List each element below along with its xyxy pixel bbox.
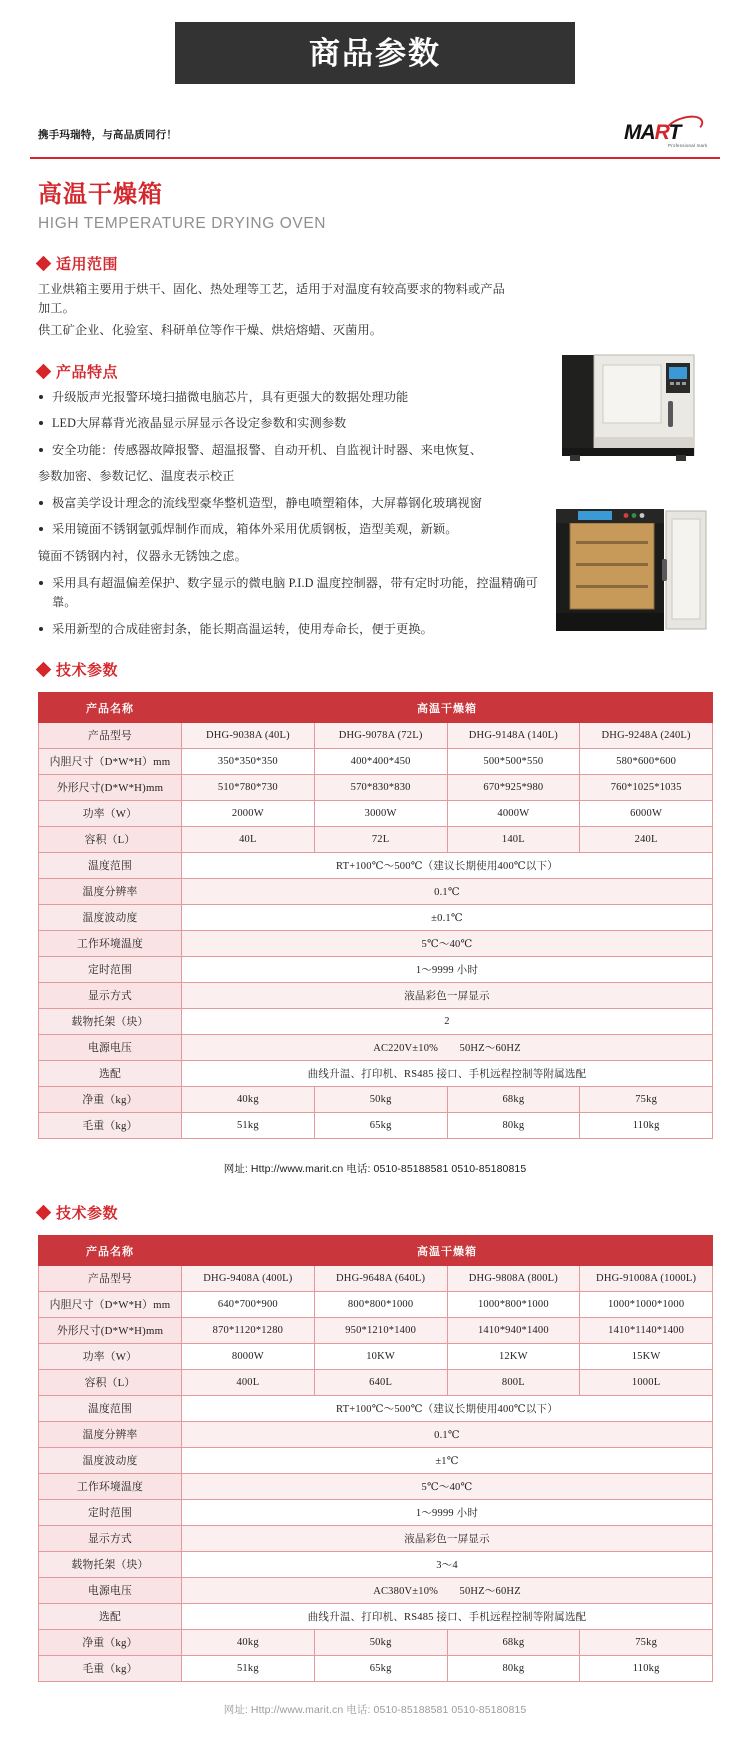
spec-table-2 [38, 1235, 713, 1682]
row-cell: 50kg [314, 1630, 447, 1656]
table-row [39, 1035, 713, 1061]
row-span-value: RT+100℃～500℃（建议长期使用400℃以下） [182, 853, 713, 879]
row-cell: 570*830*830 [314, 775, 447, 801]
row-cell: DHG-9248A (240L) [580, 723, 713, 749]
banner-box [175, 22, 575, 84]
row-span-value: RT+100℃～500℃（建议长期使用400℃以下） [182, 1396, 713, 1422]
oven-illustration-2 [548, 501, 720, 641]
table-header-row [39, 693, 713, 723]
row-cell: 350*350*350 [182, 749, 315, 775]
row-label: 电源电压 [39, 1578, 182, 1604]
table-row [39, 1318, 713, 1344]
row-cell: 580*600*600 [580, 749, 713, 775]
row-span-value: 2 [182, 1009, 713, 1035]
row-label: 功率（W） [39, 801, 182, 827]
row-cell: 800L [447, 1370, 580, 1396]
table-header-value: 高温干燥箱 [182, 1236, 713, 1266]
row-label: 工作环境温度 [39, 931, 182, 957]
row-cell: 15KW [580, 1344, 713, 1370]
row-cell: 1410*1140*1400 [580, 1318, 713, 1344]
row-cell: 10KW [314, 1344, 447, 1370]
row-label: 容积（L） [39, 827, 182, 853]
row-cell: DHG-9148A (140L) [447, 723, 580, 749]
row-label: 功率（W） [39, 1344, 182, 1370]
row-cell: DHG-9408A (400L) [182, 1266, 315, 1292]
product-photo-closed-door [548, 349, 720, 467]
row-cell: 50kg [314, 1087, 447, 1113]
logo-text-r: R [654, 121, 669, 144]
row-cell: 51kg [182, 1113, 315, 1139]
row-cell: 110kg [580, 1113, 713, 1139]
page-banner [0, 0, 750, 84]
row-label: 定时范围 [39, 957, 182, 983]
feature-item: 采用新型的合成硅密封条，能长期高温运转，使用寿命长，便于更换。 [38, 620, 538, 640]
row-label: 容积（L） [39, 1370, 182, 1396]
row-cell: DHG-91008A (1000L) [580, 1266, 713, 1292]
table-row [39, 1500, 713, 1526]
row-label: 温度波动度 [39, 1448, 182, 1474]
row-span-value: 0.1℃ [182, 879, 713, 905]
table-row [39, 1292, 713, 1318]
row-cell: 80kg [447, 1656, 580, 1682]
table-row [39, 1370, 713, 1396]
row-span-value: 0.1℃ [182, 1422, 713, 1448]
row-cell: DHG-9078A (72L) [314, 723, 447, 749]
header-divider [30, 157, 720, 159]
table-row [39, 1396, 713, 1422]
table-row [39, 1087, 713, 1113]
row-label: 净重（kg） [39, 1630, 182, 1656]
feature-item: 升级版声光报警环境扫描微电脑芯片，具有更强大的数据处理功能 [38, 388, 538, 408]
row-label: 温度分辨率 [39, 879, 182, 905]
row-cell: 240L [580, 827, 713, 853]
table-row [39, 1474, 713, 1500]
feature-list [38, 388, 538, 639]
row-label: 净重（kg） [39, 1087, 182, 1113]
tech-heading-1-label: 技术参数 [56, 662, 119, 680]
table-row [39, 905, 713, 931]
feature-item: 参数加密、参数记忆、温度表示校正 [38, 469, 235, 484]
row-cell: 400L [182, 1370, 315, 1396]
row-cell: 65kg [314, 1113, 447, 1139]
row-cell: DHG-9648A (640L) [314, 1266, 447, 1292]
row-cell: 110kg [580, 1656, 713, 1682]
feature-item: 极富美学设计理念的流线型豪华整机造型，静电喷塑箱体，大屏幕钢化玻璃视窗 [38, 494, 538, 514]
scope-heading-label: 适用范围 [56, 255, 119, 273]
diamond-bullet-icon [36, 662, 52, 678]
table-row [39, 1656, 713, 1682]
diamond-bullet-icon [36, 364, 52, 380]
row-cell: 500*500*550 [447, 749, 580, 775]
table-row [39, 1552, 713, 1578]
table-row [39, 1604, 713, 1630]
row-cell: 140L [447, 827, 580, 853]
scope-paragraph-1: 工业烘箱主要用于烘干、固化、热处理等工艺，适用于对温度有较高要求的物料或产品加工。 [38, 281, 505, 316]
table-row [39, 749, 713, 775]
row-cell: 1410*940*1400 [447, 1318, 580, 1344]
section-heading-scope [38, 253, 712, 274]
table-row [39, 957, 713, 983]
row-span-value: 曲线升温、打印机、RS485 接口、手机远程控制等附属选配 [182, 1604, 713, 1630]
row-cell: 640L [314, 1370, 447, 1396]
row-label: 温度分辨率 [39, 1422, 182, 1448]
row-label: 内胆尺寸（D*W*H）mm [39, 749, 182, 775]
feature-item: LED大屏幕背光液晶显示屏显示各设定参数和实测参数 [38, 414, 538, 434]
row-cell: DHG-9038A (40L) [182, 723, 315, 749]
row-label: 产品型号 [39, 1266, 182, 1292]
row-span-value: 5℃～40℃ [182, 931, 713, 957]
row-label: 内胆尺寸（D*W*H）mm [39, 1292, 182, 1318]
row-cell: 68kg [447, 1630, 580, 1656]
row-cell: 6000W [580, 801, 713, 827]
table-row [39, 983, 713, 1009]
slogan-bar [0, 119, 750, 157]
table-header-value: 高温干燥箱 [182, 693, 713, 723]
scope-paragraph-2: 供工矿企业、化验室、科研单位等作干燥、烘焙熔蜡、灭菌用。 [38, 323, 383, 338]
main-content [0, 181, 750, 1739]
row-span-value: AC220V±10% 50HZ～60HZ [182, 1035, 713, 1061]
row-cell: 40kg [182, 1630, 315, 1656]
row-span-value: ±1℃ [182, 1448, 713, 1474]
oven-illustration-1 [548, 349, 720, 467]
row-cell: 1000L [580, 1370, 713, 1396]
table-row [39, 1061, 713, 1087]
table-row [39, 1422, 713, 1448]
row-span-value: 1～9999 小时 [182, 1500, 713, 1526]
contact-line-2: 网址: Http://www.marit.cn 电话: 0510-85188581 0510-85180815 [223, 1704, 527, 1717]
table-row [39, 1526, 713, 1552]
product-photo-open-door [548, 501, 720, 641]
marit-logo [624, 119, 720, 153]
row-cell: 72L [314, 827, 447, 853]
row-span-value: 液晶彩色一屏显示 [182, 1526, 713, 1552]
row-cell: 40L [182, 827, 315, 853]
table-row [39, 723, 713, 749]
feature-item: 采用具有超温偏差保护、数字显示的微电脑 P.I.D 温度控制器，带有定时功能，控温精确可靠。 [38, 574, 538, 613]
row-cell: 12KW [447, 1344, 580, 1370]
row-label: 产品型号 [39, 723, 182, 749]
row-span-value: AC380V±10% 50HZ～60HZ [182, 1578, 713, 1604]
table-header-label: 产品名称 [39, 693, 182, 723]
row-cell: 4000W [447, 801, 580, 827]
table-row [39, 1009, 713, 1035]
row-span-value: 5℃～40℃ [182, 1474, 713, 1500]
row-label: 工作环境温度 [39, 1474, 182, 1500]
row-cell: 400*400*450 [314, 749, 447, 775]
banner-title: 商品参数 [309, 35, 441, 71]
logo-text-ma: MA [624, 121, 655, 144]
tech-heading-2-label: 技术参数 [56, 1205, 119, 1223]
row-cell: 870*1120*1280 [182, 1318, 315, 1344]
row-label: 载物托架（块） [39, 1009, 182, 1035]
row-cell: 950*1210*1400 [314, 1318, 447, 1344]
table-row [39, 1630, 713, 1656]
feature-item: 采用镜面不锈钢氩弧焊制作而成，箱体外采用优质钢板，造型美观，新颖。 [38, 520, 538, 540]
spec-table-1-wrapper [38, 692, 712, 1139]
logo-text-t: T [668, 121, 681, 144]
row-span-value: ±0.1℃ [182, 905, 713, 931]
row-label: 毛重（kg） [39, 1113, 182, 1139]
table-row [39, 879, 713, 905]
spec-table-1 [38, 692, 713, 1139]
row-label: 选配 [39, 1061, 182, 1087]
row-cell: DHG-9808A (800L) [447, 1266, 580, 1292]
row-label: 电源电压 [39, 1035, 182, 1061]
row-cell: 75kg [580, 1087, 713, 1113]
row-cell: 2000W [182, 801, 315, 827]
table-row [39, 931, 713, 957]
table-row [39, 1344, 713, 1370]
diamond-bullet-icon [36, 1205, 52, 1221]
row-cell: 68kg [447, 1087, 580, 1113]
logo-subtext: Professional mark [668, 143, 708, 148]
row-span-value: 3～4 [182, 1552, 713, 1578]
table-header-label: 产品名称 [39, 1236, 182, 1266]
row-cell: 760*1025*1035 [580, 775, 713, 801]
row-cell: 8000W [182, 1344, 315, 1370]
row-label: 显示方式 [39, 983, 182, 1009]
row-label: 外形尺寸(D*W*H)mm [39, 775, 182, 801]
row-cell: 800*800*1000 [314, 1292, 447, 1318]
diamond-bullet-icon [36, 255, 52, 271]
row-cell: 1000*1000*1000 [580, 1292, 713, 1318]
row-span-value: 曲线升温、打印机、RS485 接口、手机远程控制等附属选配 [182, 1061, 713, 1087]
page-subtitle: HIGH TEMPERATURE DRYING OVEN [38, 214, 327, 232]
company-slogan: 携手玛瑞特，与高品质同行！ [38, 129, 178, 141]
row-label: 载物托架（块） [39, 1552, 182, 1578]
contact-line-1: 网址: Http://www.marit.cn 电话: 0510-85188581 0510-85180815 [223, 1163, 527, 1176]
table-row [39, 1113, 713, 1139]
features-heading-label: 产品特点 [56, 363, 119, 381]
row-cell: 3000W [314, 801, 447, 827]
feature-item: 镜面不锈钢内衬，仪器永无锈蚀之虑。 [38, 548, 247, 563]
feature-item: 安全功能：传感器故障报警、超温报警、自动开机、自监视计时器、来电恢复、 [38, 441, 538, 461]
row-label: 显示方式 [39, 1526, 182, 1552]
row-cell: 75kg [580, 1630, 713, 1656]
row-cell: 65kg [314, 1656, 447, 1682]
row-label: 毛重（kg） [39, 1656, 182, 1682]
row-label: 定时范围 [39, 1500, 182, 1526]
table-row [39, 853, 713, 879]
row-cell: 670*925*980 [447, 775, 580, 801]
row-cell: 40kg [182, 1087, 315, 1113]
table-row [39, 801, 713, 827]
row-label: 温度范围 [39, 1396, 182, 1422]
row-label: 温度波动度 [39, 905, 182, 931]
row-span-value: 液晶彩色一屏显示 [182, 983, 713, 1009]
table-row [39, 827, 713, 853]
table-row [39, 1266, 713, 1292]
spec-table-2-wrapper [38, 1235, 712, 1682]
section-heading-tech-1 [38, 659, 712, 680]
row-cell: 1000*800*1000 [447, 1292, 580, 1318]
row-cell: 80kg [447, 1113, 580, 1139]
row-label: 外形尺寸(D*W*H)mm [39, 1318, 182, 1344]
row-cell: 510*780*730 [182, 775, 315, 801]
table-header-row [39, 1236, 713, 1266]
table-row [39, 1578, 713, 1604]
table-row [39, 775, 713, 801]
page-title: 高温干燥箱 [38, 181, 163, 208]
row-cell: 640*700*900 [182, 1292, 315, 1318]
row-label: 选配 [39, 1604, 182, 1630]
section-heading-tech-2 [38, 1202, 712, 1223]
table-row [39, 1448, 713, 1474]
row-label: 温度范围 [39, 853, 182, 879]
row-span-value: 1～9999 小时 [182, 957, 713, 983]
row-cell: 51kg [182, 1656, 315, 1682]
